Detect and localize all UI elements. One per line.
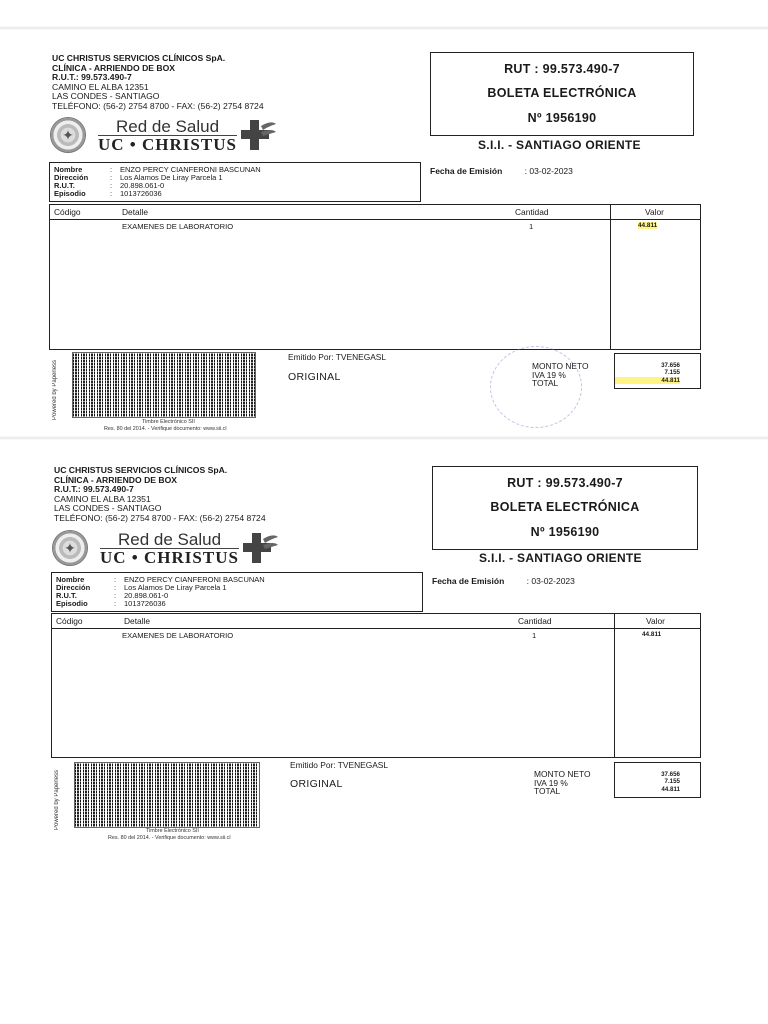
sep: : <box>114 575 117 584</box>
patient-episode: 1013726036 <box>120 189 162 198</box>
totals-box <box>614 762 701 798</box>
value-column-divider <box>614 614 615 757</box>
timbre-resolution: Res. 80 del 2014. - Verifique documento: www.sii.cl <box>104 426 227 432</box>
header-code: Código <box>56 616 83 626</box>
sep: : <box>110 165 113 174</box>
issuer-phone: TELÉFONO: (56-2) 2754 8700 - FAX: (56-2) 2754 8724 <box>52 100 264 111</box>
label-name: Nombre <box>54 165 83 174</box>
header-qty: Cantidad <box>518 616 552 626</box>
patient-rut: 20.898.061-0 <box>120 181 165 190</box>
sii-timbre-barcode <box>74 762 260 828</box>
issuer-block <box>52 54 264 112</box>
label-neto: MONTO NETO <box>532 361 589 371</box>
patient-episode: 1013726036 <box>124 599 166 608</box>
patient-box <box>49 162 421 202</box>
row-detail: EXAMENES DE LABORATORIO <box>122 222 234 231</box>
christus-cross-icon <box>239 118 277 152</box>
totals-box <box>614 353 701 389</box>
header-detail: Detalle <box>122 207 149 217</box>
table-header <box>52 614 700 629</box>
university-seal-icon: ✦ <box>52 530 88 566</box>
value-iva: 7.155 <box>664 369 680 377</box>
issuer-city: LAS CONDES - SANTIAGO <box>54 503 162 514</box>
sii-office: S.I.I. - SANTIAGO ORIENTE <box>478 138 641 152</box>
header-value: Valor <box>646 616 665 626</box>
document-type-box <box>432 466 698 550</box>
issue-date-label: Fecha de Emisión <box>432 576 505 586</box>
issuer-phone: TELÉFONO: (56-2) 2754 8700 - FAX: (56-2) 2754 8724 <box>54 512 266 523</box>
label-total: TOTAL <box>534 786 561 797</box>
logo-line-1: Red de Salud <box>116 116 220 136</box>
value-iva: 7.155 <box>664 778 680 786</box>
issuer-activity: CLÍNICA - ARRIENDO DE BOX <box>52 62 176 73</box>
items-table <box>49 204 701 350</box>
doc-number: Nº 1956190 <box>527 111 597 125</box>
value-neto: 37.656 <box>661 362 680 369</box>
uc-christus-logo <box>52 530 279 566</box>
sep: : <box>114 591 117 600</box>
value-column-divider <box>610 205 611 349</box>
timbre-label: Timbre Electrónico SII <box>142 419 195 425</box>
header-detail: Detalle <box>124 616 151 626</box>
logo-line-2: UC • CHRISTUS <box>100 547 239 567</box>
sep: : <box>110 173 113 182</box>
issue-date <box>430 166 573 176</box>
label-iva: IVA 19 % <box>534 777 568 788</box>
original-mark: ORIGINAL <box>290 778 343 790</box>
university-seal-icon: ✦ <box>50 117 86 153</box>
label-rut: R.U.T. <box>54 181 75 190</box>
logo-line-2: UC • CHRISTUS <box>98 134 237 154</box>
header-code: Código <box>54 207 81 217</box>
value-total: 44.811 <box>661 785 680 793</box>
issued-by: Emitido Por: TVENEGASL <box>290 760 389 770</box>
totals-labels <box>532 362 588 388</box>
patient-name: ENZO PERCY CIANFERONI BASCUNAN <box>120 165 261 174</box>
doc-type: BOLETA ELECTRÓNICA <box>487 86 637 100</box>
label-name: Nombre <box>56 575 85 584</box>
row-value: 44.811 <box>642 631 662 638</box>
issue-date-value: 03-02-2023 <box>531 576 575 586</box>
receipt-copy-2 <box>0 412 768 852</box>
sep: : <box>110 189 113 198</box>
label-neto: MONTO NETO <box>534 769 591 779</box>
row-qty: 1 <box>532 631 537 640</box>
logo-line-1: Red de Salud <box>118 529 222 549</box>
header-qty: Cantidad <box>515 207 549 217</box>
powered-by-paperless: Powered by Paperless <box>52 359 58 420</box>
doc-rut: RUT : 99.573.490-7 <box>504 62 620 76</box>
issuer-activity: CLÍNICA - ARRIENDO DE BOX <box>54 474 178 485</box>
issued-by: Emitido Por: TVENEGASL <box>288 352 387 362</box>
issuer-address: CAMINO EL ALBA 12351 <box>54 493 151 504</box>
sii-timbre-barcode <box>72 352 256 418</box>
issue-date-label: Fecha de Emisión <box>430 166 503 176</box>
original-mark: ORIGINAL <box>288 371 341 383</box>
patient-address: Los Alamos De Liray Parcela 1 <box>124 583 227 592</box>
label-address: Dirección <box>54 173 89 182</box>
issue-date-sep: : <box>524 166 528 176</box>
table-header <box>50 205 700 220</box>
label-rut: R.U.T. <box>56 591 77 600</box>
label-total: TOTAL <box>532 378 559 389</box>
patient-address: Los Alamos De Liray Parcela 1 <box>120 173 223 182</box>
value-total: 44.811 <box>615 377 680 384</box>
label-iva: IVA 19 % <box>532 369 566 380</box>
issuer-rut: R.U.T.: 99.573.490-7 <box>52 72 132 83</box>
totals-labels <box>534 770 590 796</box>
timbre-label: Timbre Electrónico SII <box>146 828 199 834</box>
issue-date-sep: : <box>526 576 530 586</box>
receipt-copy-1 <box>0 0 768 440</box>
document-type-box <box>430 52 694 136</box>
label-address: Dirección <box>56 583 91 592</box>
issuer-name: UC CHRISTUS SERVICIOS CLÍNICOS SpA. <box>52 53 226 63</box>
row-qty: 1 <box>529 222 534 231</box>
patient-rut: 20.898.061-0 <box>124 591 169 600</box>
label-episode: Episodio <box>56 599 88 608</box>
value-neto: 37.656 <box>661 771 680 778</box>
sep: : <box>114 599 117 608</box>
doc-number: Nº 1956190 <box>530 525 600 539</box>
patient-box <box>51 572 423 612</box>
doc-rut: RUT : 99.573.490-7 <box>507 476 623 490</box>
timbre-resolution: Res. 80 del 2014. - Verifique documento: www.sii.cl <box>108 835 231 841</box>
issuer-name: UC CHRISTUS SERVICIOS CLÍNICOS SpA. <box>54 465 228 475</box>
issue-date <box>432 576 575 586</box>
sep: : <box>110 181 113 190</box>
christus-cross-icon <box>241 531 279 565</box>
row-detail: EXAMENES DE LABORATORIO <box>122 631 234 640</box>
doc-type: BOLETA ELECTRÓNICA <box>490 500 640 514</box>
uc-christus-logo <box>50 117 277 153</box>
row-value: 44.811 <box>638 222 658 229</box>
issuer-block <box>54 466 266 524</box>
label-episode: Episodio <box>54 189 86 198</box>
powered-by-paperless: Powered by Paperless <box>54 769 60 830</box>
issuer-city: LAS CONDES - SANTIAGO <box>52 91 160 102</box>
sii-office: S.I.I. - SANTIAGO ORIENTE <box>479 551 642 565</box>
issue-date-value: 03-02-2023 <box>529 166 573 176</box>
issuer-rut: R.U.T.: 99.573.490-7 <box>54 484 134 495</box>
issuer-address: CAMINO EL ALBA 12351 <box>52 81 149 92</box>
patient-name: ENZO PERCY CIANFERONI BASCUNAN <box>124 575 265 584</box>
items-table <box>51 613 701 758</box>
sep: : <box>114 583 117 592</box>
header-value: Valor <box>645 207 664 217</box>
